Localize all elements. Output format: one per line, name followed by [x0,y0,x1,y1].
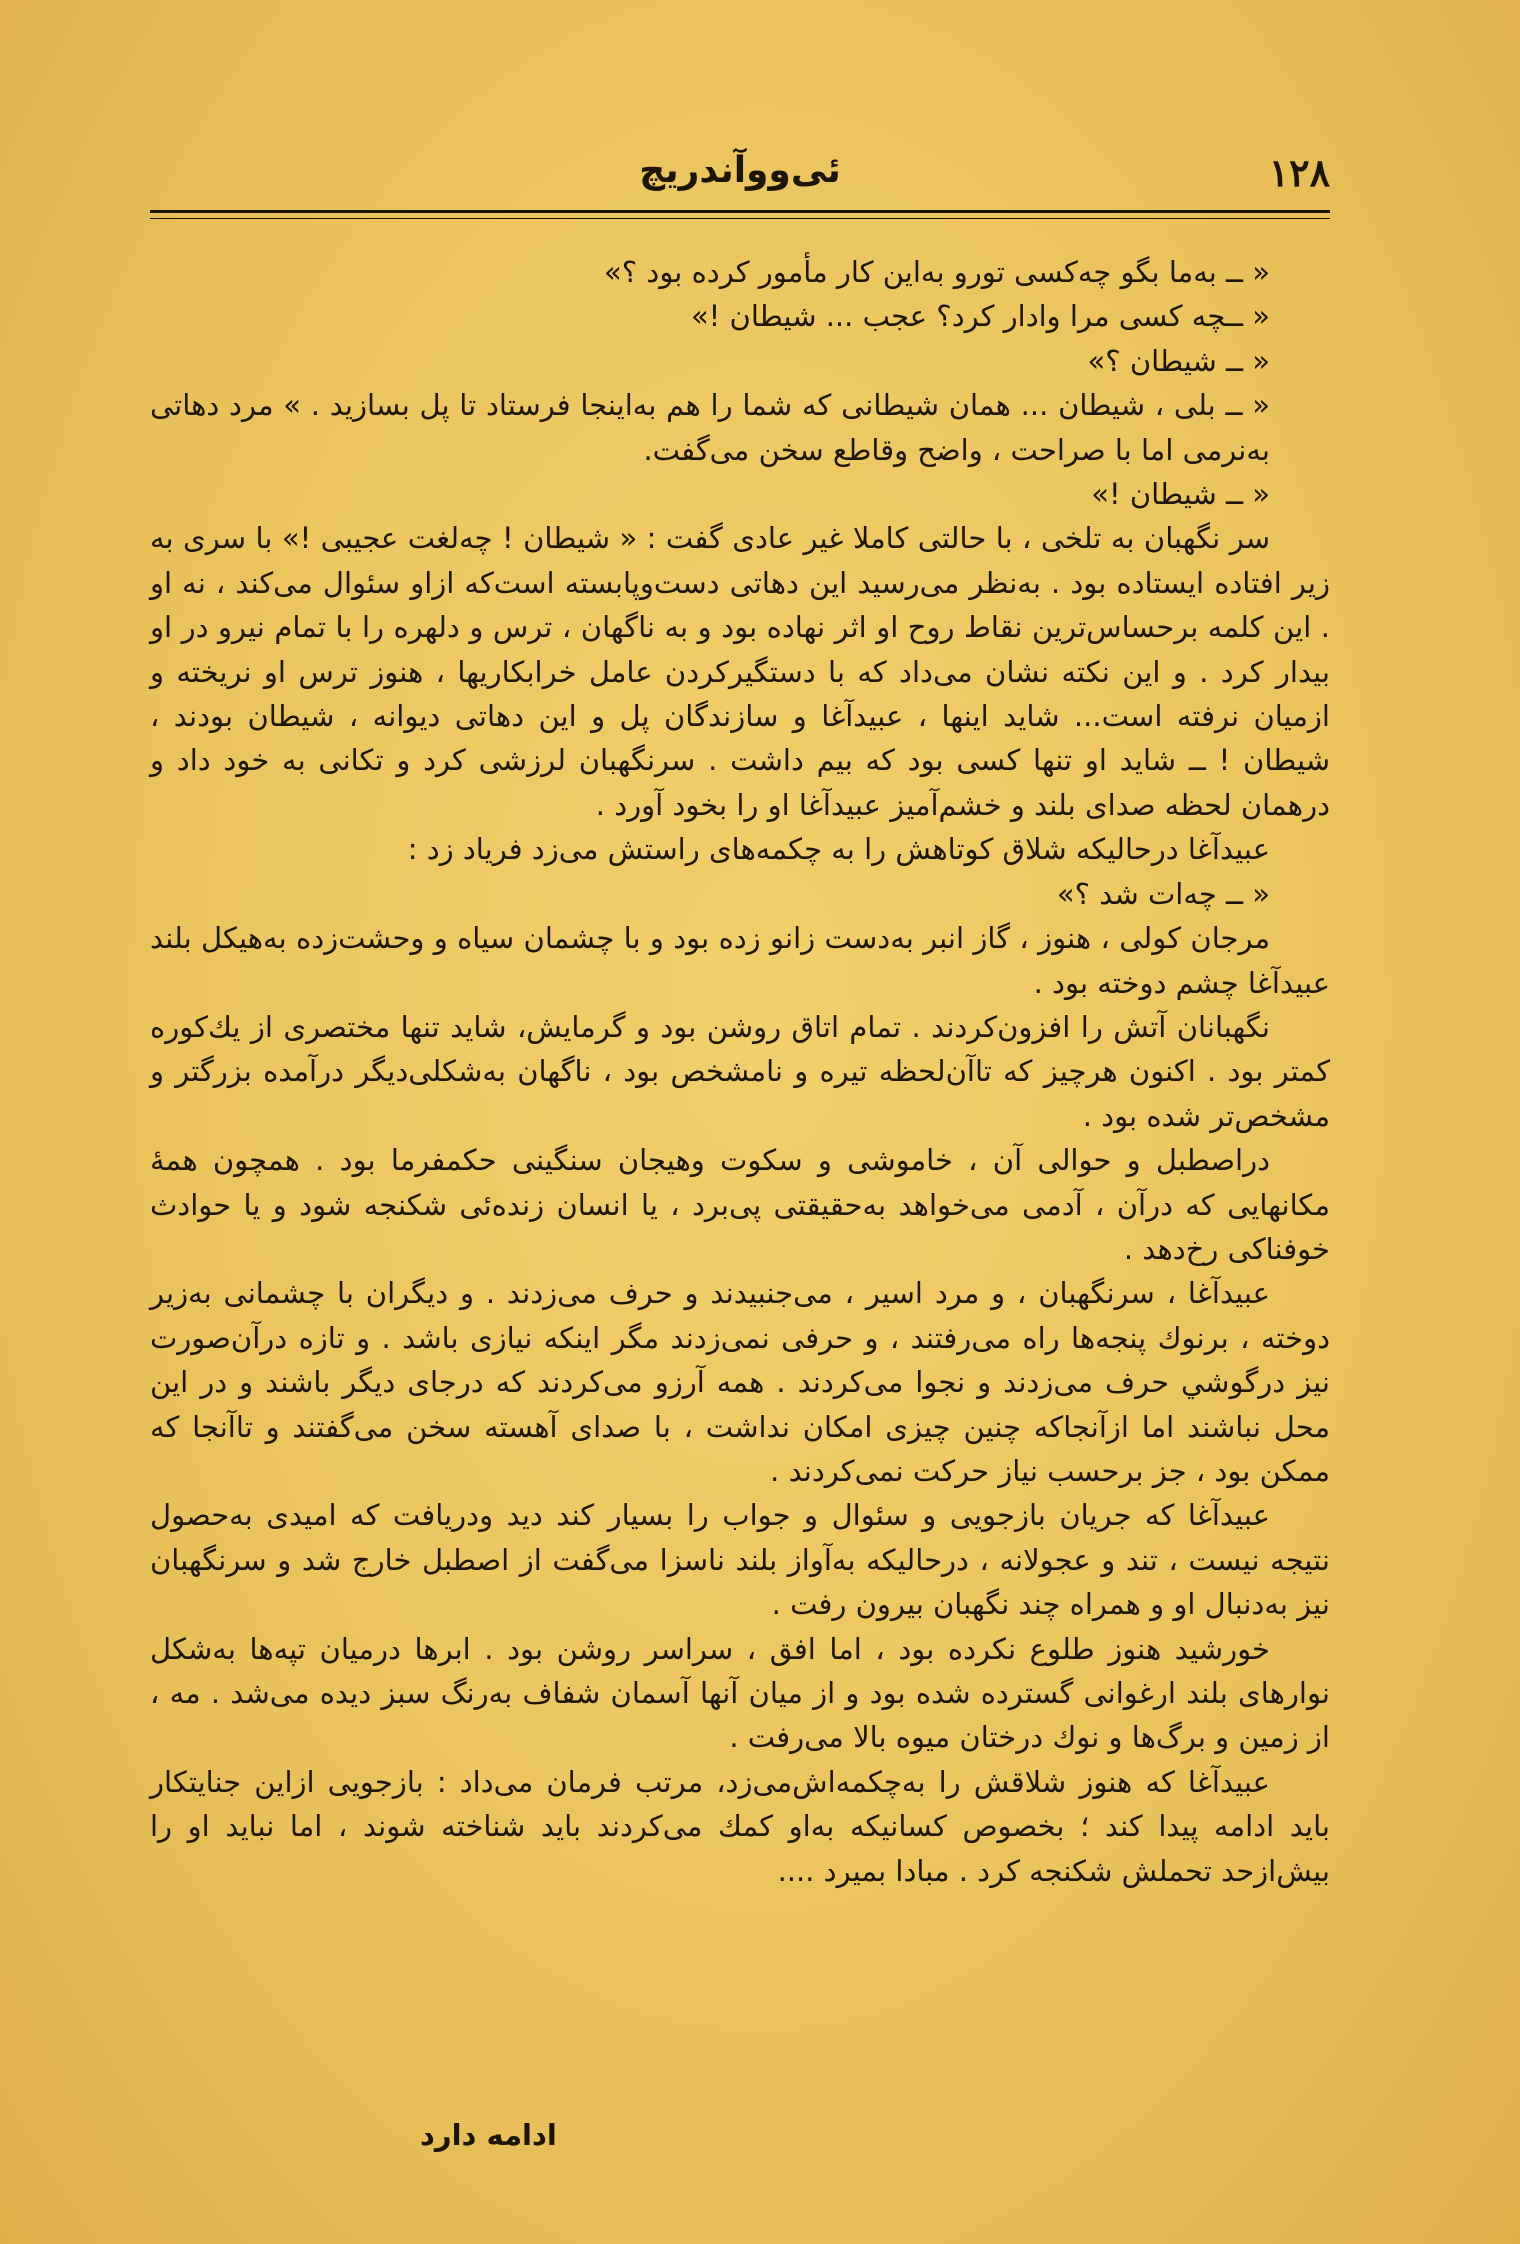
paragraph-dialogue: « ــ چه‌ات شد ؟» [1056,876,1270,911]
running-title: ئی‌وو‌آندریچ [639,150,841,191]
page-header [150,150,1330,210]
paragraph: سر نگهبان به تلخی ، با حالتی کاملا غیر عادی گفت : « شیطان ! چه‌لغت عجیبی !» با سری به زیر افتاده ایستاده بود . به‌نظر می‌رسید این دهاتی دست‌وپابسته است‌که ازاو سئوال می‌کند ، نه او . این کلمه برحساس‌ترین نقاط روح او اثر نهاده بود و به ناگهان ، ترس و دلهره را با تمام نیرو در او بیدار کرد . و این نکته نشان می‌داد که با دستگیرکردن عامل خرابکاریها ، هنوز ترس او نریخته و ازمیان نرفته است... شاید اینها ، عبیدآغا و سازندگان پل و این دهاتی دیوانه ، شیطان بودند ، شیطان ! ــ شاید او تنها کسی بود که بیم داشت . سرنگهبان لرزشی کرد و تکانی به خود داد و درهمان لحظه صدای بلند و خشم‌آمیز عبیدآغا او را بخود آورد . [150,521,1330,822]
paragraph: مرجان کولی ، هنوز ، گاز انبر به‌دست زانو زده بود و با چشمان سیاه و وحشت‌زده به‌هیکل بلند عبیدآغا چشم دوخته بود . [150,921,1330,1000]
paragraph: خورشید هنوز طلوع نکرده بود ، اما افق ، سراسر روشن بود . ابرها درمیان تپه‌ها به‌شکل نوارهای بلند ارغوانی گسترده شده بود و از میان آنها آسمان شفاف به‌رنگ سبز دیده می‌شد . مه ، از زمین و برگ‌ها و نوك درختان میوه بالا می‌رفت . [150,1631,1330,1755]
header-rule-thin [150,218,1330,219]
paragraph: عبیدآغا درحالیکه شلاق کوتاهش را به چکمه‌های راستش می‌زد فریاد زد : [407,832,1270,867]
paragraph: عبیدآغا که جریان بازجویی و سئوال و جواب را بسیار کند دید ودریافت که امیدی به‌حصول نتیجه نیست ، تند و عجولانه ، درحالیکه به‌آواز بلند ناسزا می‌گفت از اصطبل خارج شد و سرنگهبان نیز به‌دنبال او و همراه چند نگهبان بیرون رفت . [150,1498,1330,1622]
paragraph-dialogue: « ــ شیطان !» [1091,477,1270,512]
paragraph: عبیدآغا که هنوز شلاقش را به‌چکمه‌اش‌می‌زد، مرتب فرمان می‌داد : بازجویی ازاین جنایتکار باید ادامه پیدا کند ؛ بخصوص کسانیکه به‌او کمك می‌کردند باید شناخته شوند ، اما نباید او را بیش‌ازحد تحملش شکنجه کرد . مبادا بمیرد .... [150,1764,1330,1888]
body-text [150,250,1330,1893]
page-number: ۱۲۸ [1268,150,1330,195]
paragraph: عبیدآغا ، سرنگهبان ، و مرد اسیر ، می‌جنبیدند و حرف می‌زدند . و دیگران با چشمانی به‌زیر دوخته ، برنوك پنجه‌ها راه می‌رفتند ، و حرفی نمی‌زدند مگر اینکه نیازی باشد . و تازه درآن‌صورت نیز درگوشي حرف می‌زدند و نجوا می‌کردند . همه آرزو می‌کردند که درجای دیگر باشند و در این محل نباشند اما ازآنجاکه چنین چیزی امکان نداشت ، با صدای آهسته سخن می‌گفتند و تاآنجا که ممکن بود ، جز برحسب نیاز حرکت نمی‌کردند . [150,1276,1330,1488]
paragraph-dialogue: « ــ به‌ما بگو چه‌کسی تورو به‌این کار مأمور کرده بود ؟» [604,255,1270,289]
continued-label: ادامه دارد [420,2118,557,2152]
paragraph: نگهبانان آتش را افزون‌کردند . تمام اتاق روشن بود و گرمایش، شاید تنها مختصری از یك‌کوره کمتر بود . اکنون هرچیز که تاآن‌لحظه تیره و نامشخص بود ، ناگهان به‌شکلی‌دیگر درآمده بزرگتر و مشخص‌تر شده بود . [150,1009,1330,1133]
paragraph-dialogue: « ــچه کسی مرا وادار کرد؟ عجب ... شیطان !» [690,299,1270,334]
header-rule-thick [150,210,1330,213]
paragraph: دراصطبل و حوالی آن ، خاموشی و سکوت وهیجان سنگینی حکمفرما بود . همچون همهٔ مکانهایی که درآن ، آدمی می‌خواهد به‌حقیقتی پی‌برد ، یا انسان زنده‌ئی شکنجه شود و یا حوادث خوفناکی رخ‌دهد . [150,1143,1330,1266]
paragraph-dialogue: « ــ شیطان ؟» [1087,343,1270,378]
paragraph-dialogue: « ــ بلی ، شیطان ... همان شیطانی که شما را هم به‌اینجا فرستاد تا پل بسازید . » مرد دهاتی به‌نرمی اما با صراحت ، واضح وقاطع سخن می‌گفت. [150,388,1270,467]
